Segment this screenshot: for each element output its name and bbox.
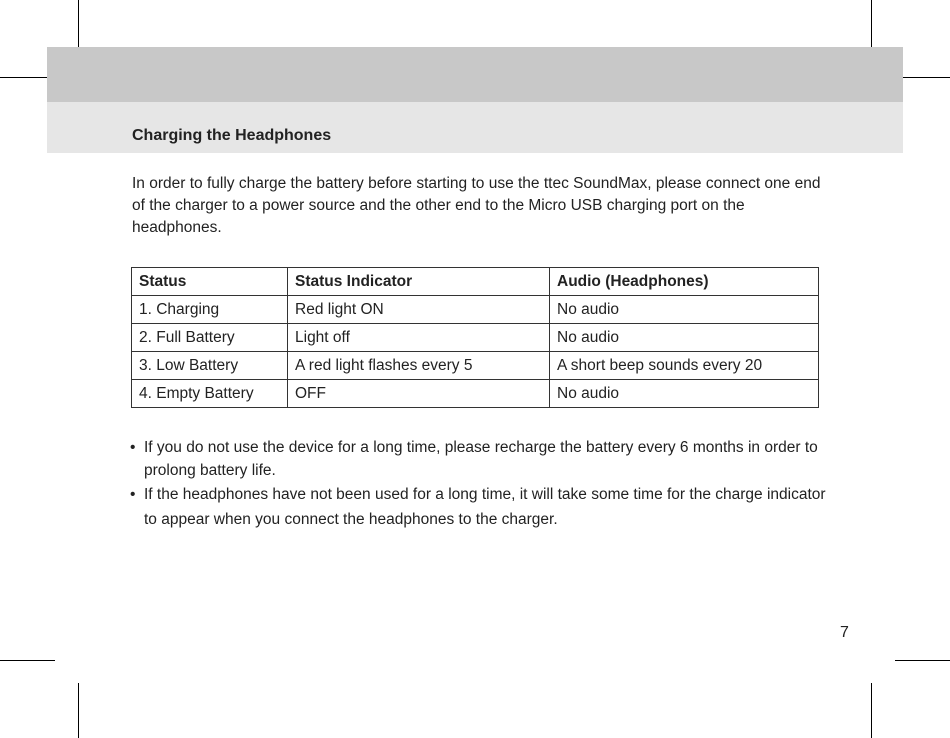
table-row — [132, 380, 819, 408]
header-audio: Audio (Headphones) — [550, 268, 819, 296]
note-text: If you do not use the device for a long time, please recharge the battery every 6 months in order to prolong battery life. — [144, 439, 818, 479]
page-number: 7 — [840, 624, 849, 641]
cell-status: 4. Empty Battery — [132, 380, 288, 408]
bullet-marker: • — [130, 486, 136, 503]
cell-status: 1. Charging — [132, 296, 288, 324]
bullet-marker: • — [130, 439, 136, 456]
header-band-dark — [47, 47, 903, 102]
crop-mark-top-right-horizontal — [895, 77, 950, 78]
cell-audio: No audio — [550, 380, 819, 408]
crop-mark-bottom-left-horizontal — [0, 660, 55, 661]
crop-mark-bottom-right-horizontal — [895, 660, 950, 661]
table-row — [132, 296, 819, 324]
cell-audio: A short beep sounds every 20 — [550, 352, 819, 380]
cell-indicator: OFF — [288, 380, 550, 408]
table-row — [132, 352, 819, 380]
crop-mark-bottom-right-vertical — [871, 683, 872, 738]
cell-audio: No audio — [550, 324, 819, 352]
list-item — [130, 482, 830, 532]
cell-audio: No audio — [550, 296, 819, 324]
cell-indicator: Red light ON — [288, 296, 550, 324]
cell-status: 2. Full Battery — [132, 324, 288, 352]
table-row — [132, 324, 819, 352]
notes-list — [130, 436, 830, 532]
table-header-row — [132, 268, 819, 296]
crop-mark-bottom-left-vertical — [78, 683, 79, 738]
status-table — [131, 267, 819, 408]
cell-indicator: A red light flashes every 5 — [288, 352, 550, 380]
cell-indicator: Light off — [288, 324, 550, 352]
note-text: If the headphones have not been used for a long time, it will take some time for the charge indicator to appear when you connect the headphones to the charger. — [144, 486, 826, 528]
header-status: Status — [132, 268, 288, 296]
cell-status: 3. Low Battery — [132, 352, 288, 380]
header-status-indicator: Status Indicator — [288, 268, 550, 296]
list-item — [130, 436, 830, 482]
intro-paragraph: In order to fully charge the battery before starting to use the ttec SoundMax, please connect one end of the charger to a power source and the other end to the Micro USB charging port on the headphones. — [132, 175, 821, 236]
section-title: Charging the Headphones — [132, 127, 332, 144]
